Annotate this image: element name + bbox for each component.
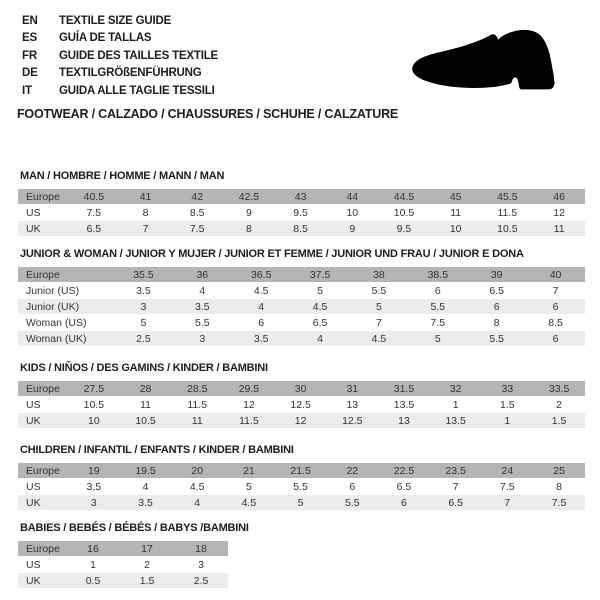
size-cell: 11.5 <box>171 397 223 413</box>
size-cell: 7.5 <box>68 205 120 221</box>
size-cell: 4 <box>171 495 223 511</box>
size-cell: 11 <box>533 221 585 237</box>
row-label: Europe <box>18 381 68 397</box>
row-label: Europe <box>18 267 114 283</box>
size-cell: 6.5 <box>430 495 482 511</box>
size-cell: 1.5 <box>120 573 174 589</box>
size-cell: 4 <box>120 479 172 495</box>
lang-text: GUIDA ALLE TAGLIE TESSILI <box>59 84 215 97</box>
size-cell: 1.5 <box>533 413 585 429</box>
size-cell: 38.5 <box>408 267 467 283</box>
size-cell: 11 <box>430 205 482 221</box>
size-cell: 43 <box>275 189 327 205</box>
size-cell: 9.5 <box>275 205 327 221</box>
size-cell: 9 <box>223 205 275 221</box>
size-cell: 7 <box>120 221 172 237</box>
size-cell: 7.5 <box>482 479 534 495</box>
size-cell: 1 <box>66 557 120 573</box>
size-cell: 30 <box>275 381 327 397</box>
size-cell: 10.5 <box>482 221 534 237</box>
size-cell: 6 <box>467 299 526 315</box>
size-cell: 3.5 <box>114 283 173 299</box>
size-cell: 3 <box>68 495 120 511</box>
size-cell: 20 <box>171 463 223 479</box>
size-cell: 6 <box>526 331 585 347</box>
size-cell: 29.5 <box>223 381 275 397</box>
size-cell: 40.5 <box>68 189 120 205</box>
row-label: Junior (US) <box>18 283 114 299</box>
size-cell: 25 <box>533 463 585 479</box>
size-cell: 7 <box>430 479 482 495</box>
size-cell: 7 <box>482 495 534 511</box>
size-cell: 3 <box>114 299 173 315</box>
size-cell: 12 <box>275 413 327 429</box>
size-cell: 10 <box>68 413 120 429</box>
row-label: Woman (US) <box>18 315 114 331</box>
size-cell: 44 <box>326 189 378 205</box>
size-cell: 7.5 <box>408 315 467 331</box>
size-cell: 7 <box>350 315 409 331</box>
size-cell: 0.5 <box>66 573 120 589</box>
table-row <box>18 479 585 495</box>
table-row <box>18 331 585 347</box>
size-cell: 5 <box>114 315 173 331</box>
size-cell: 5 <box>275 495 327 511</box>
size-cell: 8 <box>223 221 275 237</box>
size-cell: 19.5 <box>120 463 172 479</box>
size-cell: 27.5 <box>68 381 120 397</box>
size-cell: 5 <box>291 283 350 299</box>
row-label: Europe <box>18 463 68 479</box>
size-cell: 3.5 <box>232 331 291 347</box>
table-row <box>18 299 585 315</box>
size-cell: 10 <box>326 205 378 221</box>
size-table-babies <box>18 541 228 589</box>
size-cell: 42 <box>171 189 223 205</box>
size-cell: 6 <box>408 283 467 299</box>
section-title-children: CHILDREN / INFANTIL / ENFANTS / KINDER / BAMBINI <box>20 444 294 456</box>
size-cell: 4.5 <box>171 479 223 495</box>
size-cell: 35.5 <box>114 267 173 283</box>
size-cell: 5 <box>350 299 409 315</box>
size-cell: 1.5 <box>482 397 534 413</box>
size-cell: 5.5 <box>408 299 467 315</box>
category-title: FOOTWEAR / CALZADO / CHAUSSURES / SCHUHE / CALZATURE <box>17 107 399 121</box>
lang-code: ES <box>22 32 37 45</box>
size-cell: 21 <box>223 463 275 479</box>
table-row <box>18 413 585 429</box>
size-cell: 11 <box>120 397 172 413</box>
lang-code: FR <box>22 49 37 62</box>
size-cell: 8 <box>467 315 526 331</box>
size-cell: 32 <box>430 381 482 397</box>
size-cell: 1 <box>430 397 482 413</box>
size-cell: 3.5 <box>120 495 172 511</box>
size-cell: 3.5 <box>68 479 120 495</box>
table-row <box>18 381 585 397</box>
size-cell: 8 <box>533 479 585 495</box>
section-title-man: MAN / HOMBRE / HOMME / MANN / MAN <box>20 170 225 182</box>
size-cell: 6 <box>326 479 378 495</box>
size-cell: 6.5 <box>68 221 120 237</box>
size-cell: 28.5 <box>171 381 223 397</box>
size-cell: 7 <box>526 283 585 299</box>
size-cell: 5 <box>223 479 275 495</box>
size-cell: 2.5 <box>174 573 228 589</box>
size-cell: 42.5 <box>223 189 275 205</box>
size-cell: 33 <box>482 381 534 397</box>
size-cell: 24 <box>482 463 534 479</box>
size-cell: 10.5 <box>378 205 430 221</box>
size-cell: 5.5 <box>350 283 409 299</box>
size-cell: 13.5 <box>430 413 482 429</box>
lang-line-es <box>22 30 218 48</box>
row-label: UK <box>18 573 66 589</box>
size-cell: 6.5 <box>467 283 526 299</box>
size-cell: 33.5 <box>533 381 585 397</box>
section-man <box>18 170 585 237</box>
size-cell: 44.5 <box>378 189 430 205</box>
size-cell: 31 <box>326 381 378 397</box>
size-cell: 5.5 <box>275 479 327 495</box>
size-cell: 10.5 <box>120 413 172 429</box>
lang-code: EN <box>22 14 38 27</box>
size-cell: 8.5 <box>171 205 223 221</box>
section-children <box>18 444 585 511</box>
size-cell: 4 <box>291 331 350 347</box>
size-cell: 13 <box>378 413 430 429</box>
size-cell: 9 <box>326 221 378 237</box>
size-cell: 18 <box>174 541 228 557</box>
size-cell: 17 <box>120 541 174 557</box>
lang-text: GUIDE DES TAILLES TEXTILE <box>59 49 218 62</box>
size-cell: 6 <box>378 495 430 511</box>
size-cell: 3.5 <box>173 299 232 315</box>
table-row <box>18 315 585 331</box>
size-cell: 4.5 <box>350 331 409 347</box>
size-cell: 11.5 <box>223 413 275 429</box>
row-label: UK <box>18 221 68 237</box>
lang-text: TEXTILGRÖßENFÜHRUNG <box>59 67 202 80</box>
size-cell: 6.5 <box>378 479 430 495</box>
table-row <box>18 397 585 413</box>
size-cell: 4.5 <box>223 495 275 511</box>
size-cell: 12.5 <box>275 397 327 413</box>
table-row <box>18 283 585 299</box>
lang-line-en <box>22 12 218 30</box>
size-cell: 3 <box>173 331 232 347</box>
section-title-junior-woman: JUNIOR & WOMAN / JUNIOR Y MUJER / JUNIOR ET FEMME / JUNIOR UND FRAU / JUNIOR E DONA <box>20 248 524 260</box>
size-cell: 11.5 <box>482 205 534 221</box>
table-row <box>18 189 585 205</box>
row-label: US <box>18 205 68 221</box>
size-cell: 8.5 <box>275 221 327 237</box>
lang-text: GUÍA DE TALLAS <box>59 32 152 45</box>
row-label: UK <box>18 495 68 511</box>
size-cell: 40 <box>526 267 585 283</box>
lang-code: IT <box>22 84 32 97</box>
size-cell: 12 <box>533 205 585 221</box>
size-cell: 13.5 <box>378 397 430 413</box>
table-row <box>18 557 228 573</box>
size-cell: 46 <box>533 189 585 205</box>
size-cell: 39 <box>467 267 526 283</box>
size-cell: 16 <box>66 541 120 557</box>
size-cell: 5.5 <box>173 315 232 331</box>
size-cell: 8 <box>120 205 172 221</box>
row-label: Europe <box>18 189 68 205</box>
size-cell: 4.5 <box>232 283 291 299</box>
row-label: UK <box>18 413 68 429</box>
lang-code: DE <box>22 67 38 80</box>
table-row <box>18 205 585 221</box>
size-cell: 2 <box>120 557 174 573</box>
row-label: US <box>18 397 68 413</box>
size-table-children <box>18 463 585 511</box>
size-cell: 41 <box>120 189 172 205</box>
size-cell: 5.5 <box>467 331 526 347</box>
size-cell: 6.5 <box>291 315 350 331</box>
size-cell: 3 <box>174 557 228 573</box>
size-cell: 36.5 <box>232 267 291 283</box>
size-cell: 21.5 <box>275 463 327 479</box>
size-cell: 10.5 <box>68 397 120 413</box>
size-table-kids <box>18 381 585 429</box>
size-cell: 4 <box>232 299 291 315</box>
size-cell: 37.5 <box>291 267 350 283</box>
row-label: US <box>18 479 68 495</box>
size-cell: 12 <box>223 397 275 413</box>
row-label: Europe <box>18 541 66 557</box>
size-cell: 36 <box>173 267 232 283</box>
size-cell: 4 <box>173 283 232 299</box>
size-cell: 2.5 <box>114 331 173 347</box>
size-cell: 22 <box>326 463 378 479</box>
size-cell: 6 <box>232 315 291 331</box>
lang-text: TEXTILE SIZE GUIDE <box>59 14 172 27</box>
table-row <box>18 495 585 511</box>
language-header <box>22 12 218 100</box>
size-cell: 7.5 <box>533 495 585 511</box>
section-title-kids: KIDS / NIÑOS / DES GAMINS / KINDER / BAMBINI <box>20 362 268 374</box>
table-row <box>18 573 228 589</box>
lang-line-it <box>22 82 218 100</box>
size-table-junior-woman <box>18 267 585 347</box>
size-cell: 2 <box>533 397 585 413</box>
size-cell: 1 <box>482 413 534 429</box>
size-cell: 12.5 <box>326 413 378 429</box>
size-table-man <box>18 189 585 237</box>
size-cell: 10 <box>430 221 482 237</box>
size-cell: 28 <box>120 381 172 397</box>
section-junior-woman <box>18 248 585 347</box>
table-row <box>18 541 228 557</box>
size-cell: 6 <box>526 299 585 315</box>
table-row <box>18 463 585 479</box>
table-row <box>18 221 585 237</box>
lang-line-fr <box>22 47 218 65</box>
section-kids <box>18 362 585 429</box>
size-cell: 31.5 <box>378 381 430 397</box>
section-title-babies: BABIES / BEBÉS / BÉBÉS / BABYS /BAMBINI <box>20 522 249 534</box>
size-cell: 23.5 <box>430 463 482 479</box>
size-cell: 5.5 <box>326 495 378 511</box>
size-cell: 38 <box>350 267 409 283</box>
table-row <box>18 267 585 283</box>
size-cell: 22.5 <box>378 463 430 479</box>
size-cell: 19 <box>68 463 120 479</box>
size-cell: 5 <box>408 331 467 347</box>
size-cell: 4.5 <box>291 299 350 315</box>
size-cell: 13 <box>326 397 378 413</box>
size-cell: 9.5 <box>378 221 430 237</box>
lang-line-de <box>22 65 218 83</box>
size-cell: 8.5 <box>526 315 585 331</box>
shoe-icon <box>396 20 576 98</box>
size-cell: 45 <box>430 189 482 205</box>
size-cell: 45.5 <box>482 189 534 205</box>
section-babies <box>18 522 585 589</box>
row-label: Junior (UK) <box>18 299 114 315</box>
row-label: US <box>18 557 66 573</box>
size-cell: 11 <box>171 413 223 429</box>
size-cell: 7.5 <box>171 221 223 237</box>
row-label: Woman (UK) <box>18 331 114 347</box>
